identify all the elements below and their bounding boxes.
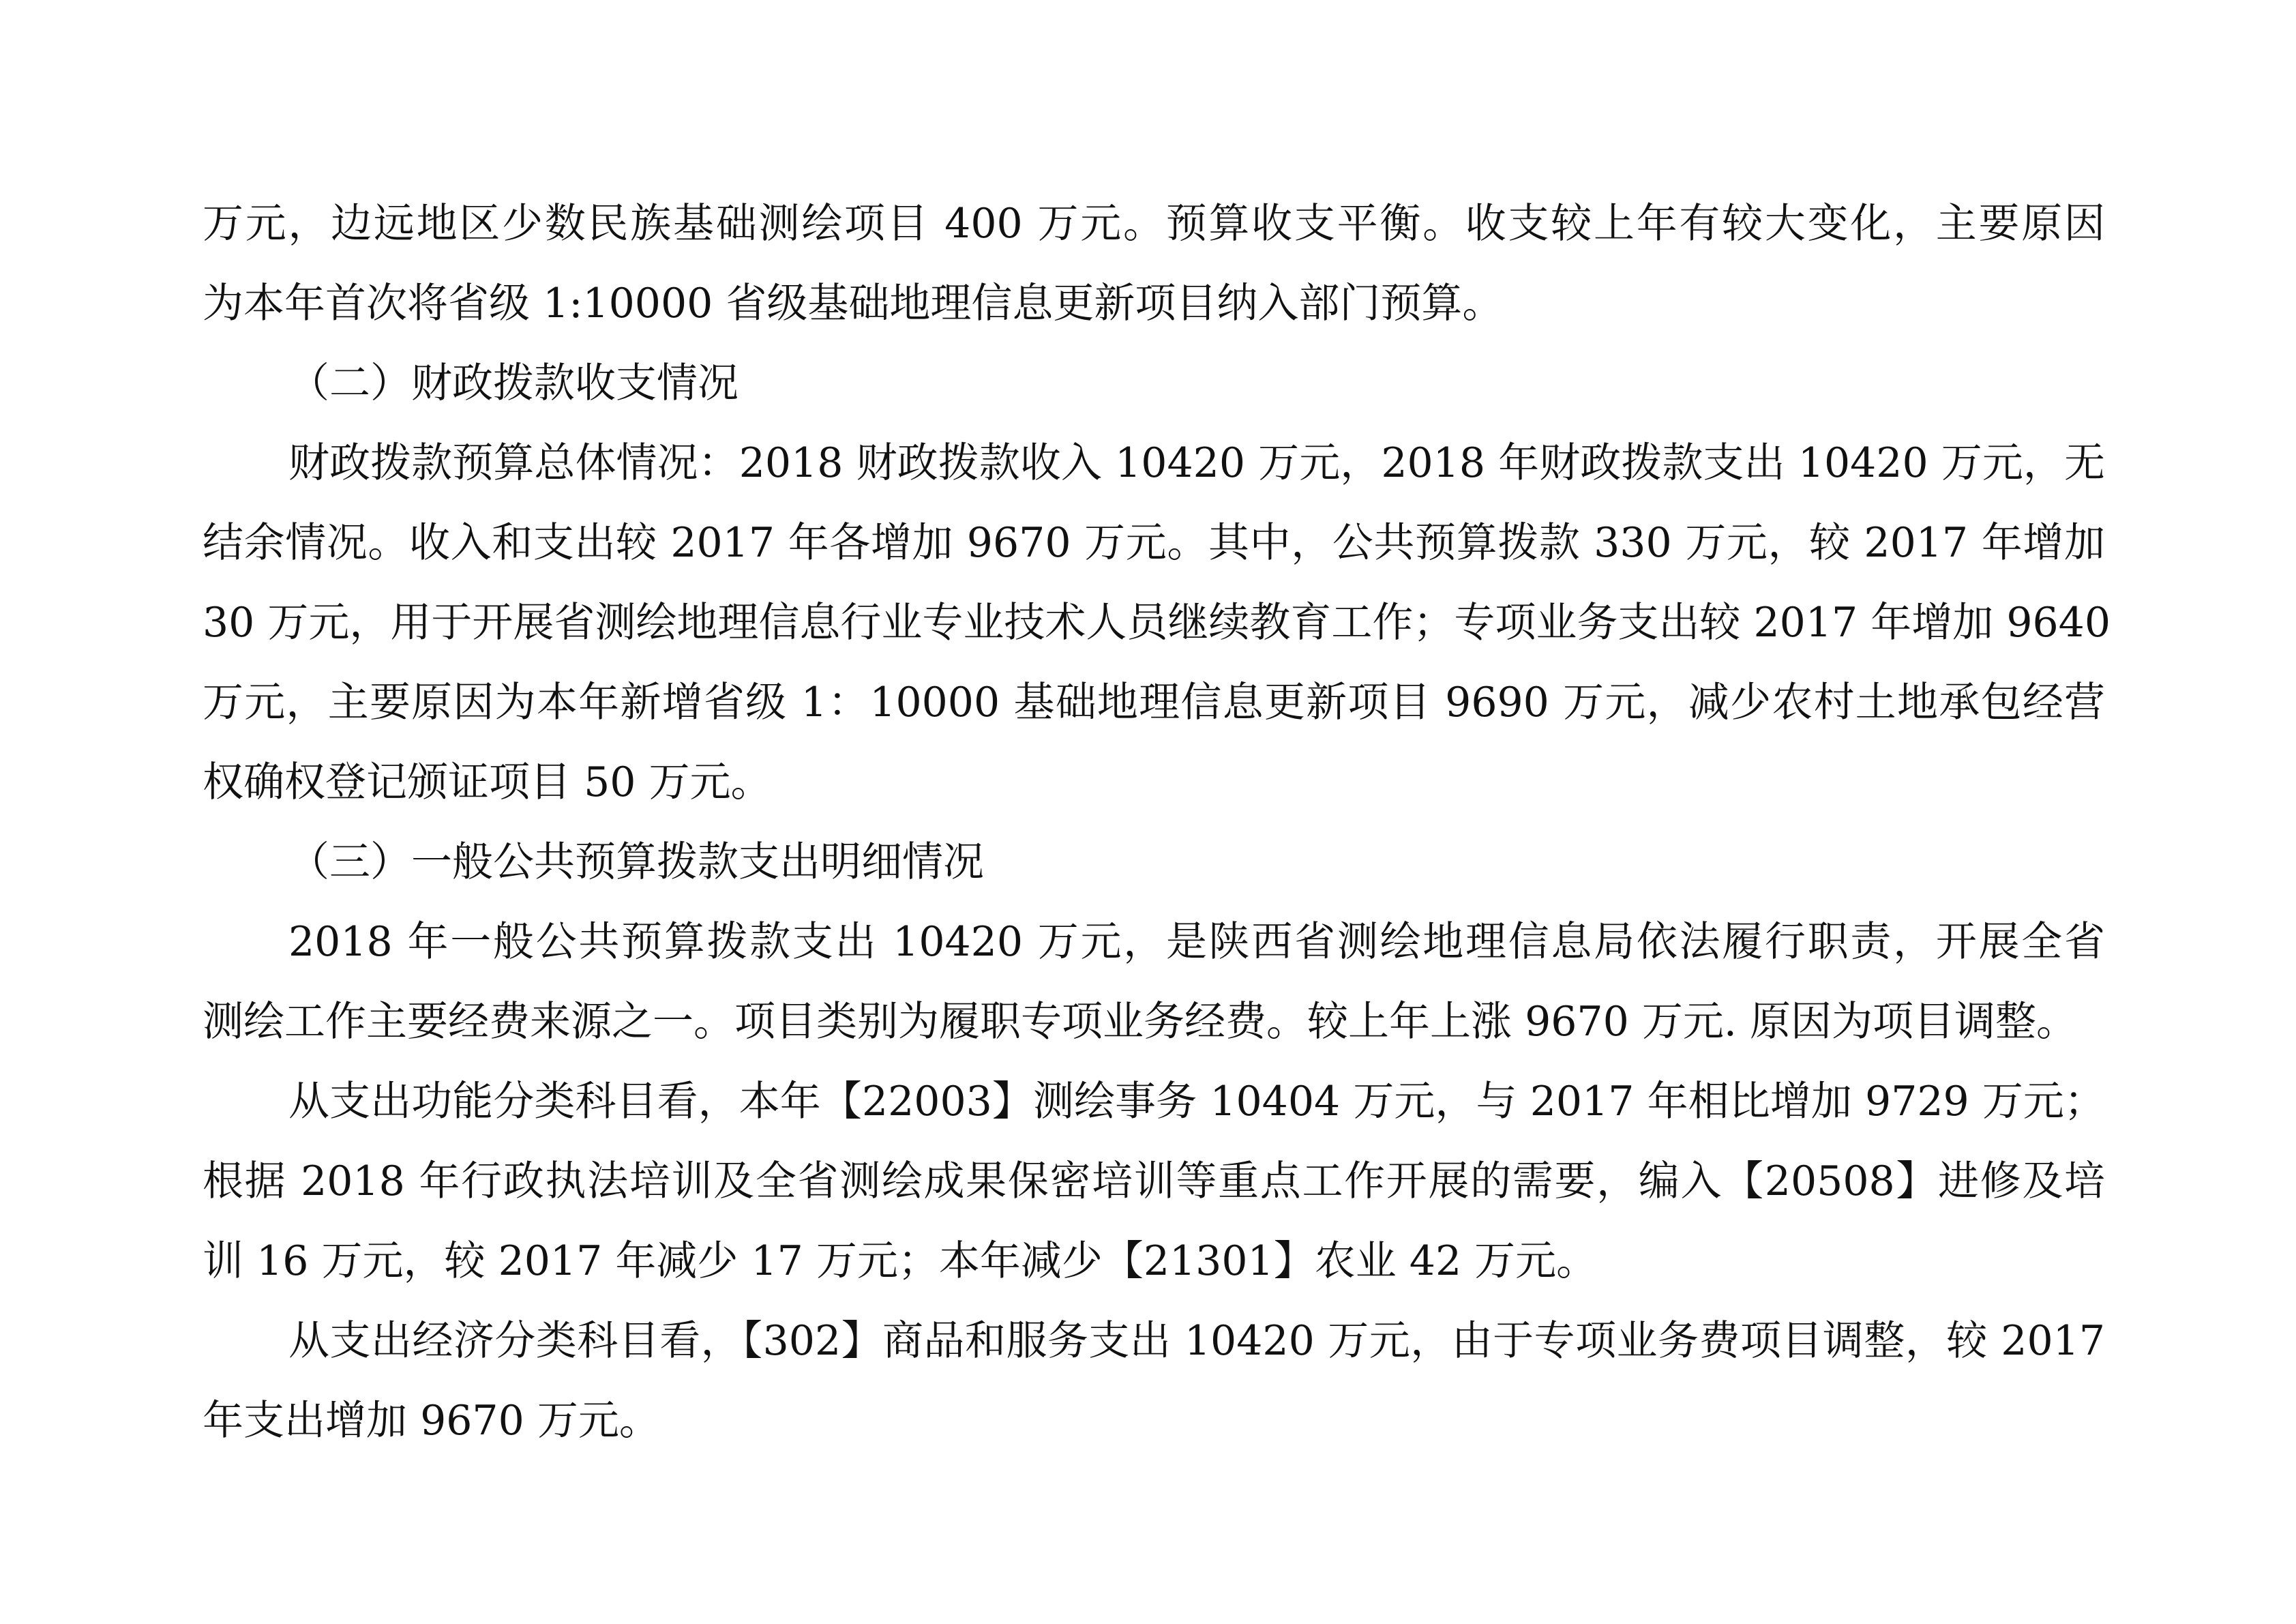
heading-text: （三）一般公共预算拨款支出明细情况 xyxy=(288,838,984,886)
text-line: 年支出增加 9670 万元。 xyxy=(203,1397,660,1445)
text-line: 权确权登记颁证项目 50 万元。 xyxy=(203,758,772,806)
text-line: 2018 年一般公共预算拨款支出 10420 万元，是陕西省测绘地理信息局依法履行职责，开展全省 xyxy=(288,918,2105,966)
text-line: 万元，边远地区少数民族基础测绘项目 400 万元。预算收支平衡。收支较上年有较大变化，主要原因 xyxy=(203,200,2105,248)
text-line: 从支出功能分类科目看，本年【22003】测绘事务 10404 万元，与 2017 年相比增加 9729 万元； xyxy=(288,1078,2105,1125)
text-line: 财政拨款预算总体情况：2018 财政拨款收入 10420 万元，2018 年财政拨款支出 10420 万元，无 xyxy=(288,439,2105,487)
paragraph-budget-balance xyxy=(203,184,2105,344)
text-line: 训 16 万元，较 2017 年减少 17 万元；本年减少【21301】农业 42 万元。 xyxy=(203,1237,1598,1285)
text-line: 根据 2018 年行政执法培训及全省测绘成果保密培训等重点工作开展的需要，编入【20508】进修及培 xyxy=(203,1157,2105,1205)
paragraph-functional-classification xyxy=(203,1062,2105,1301)
text-line: 测绘工作主要经费来源之一。项目类别为履职专项业务经费。较上年上涨 9670 万元. 原因为项目调整。 xyxy=(203,998,2077,1046)
text-line: 30 万元，用于开展省测绘地理信息行业专业技术人员继续教育工作；专项业务支出较 2017 年增加 9640 xyxy=(203,599,2111,647)
paragraph-economic-classification xyxy=(203,1301,2105,1461)
paragraph-general-budget-expenditure xyxy=(203,902,2105,1062)
text-line: 结余情况。收入和支出较 2017 年各增加 9670 万元。其中，公共预算拨款 330 万元，较 2017 年增加 xyxy=(203,519,2105,567)
text-line: 从支出经济分类科目看，【302】商品和服务支出 10420 万元，由于专项业务费项目调整，较 2017 xyxy=(288,1317,2105,1365)
heading-text: （二）财政拨款收支情况 xyxy=(288,359,739,407)
text-line: 万元，主要原因为本年新增省级 1：10000 基础地理信息更新项目 9690 万元，减少农村土地承包经营 xyxy=(203,679,2105,726)
paragraph-fiscal-appropriation-overview xyxy=(203,424,2111,823)
document-body xyxy=(203,184,2111,1461)
section-heading-general-budget-detail xyxy=(203,823,2105,902)
text-line: 为本年首次将省级 1:10000 省级基础地理信息更新项目纳入部门预算。 xyxy=(203,280,1504,327)
section-heading-fiscal-appropriation xyxy=(203,344,2105,424)
